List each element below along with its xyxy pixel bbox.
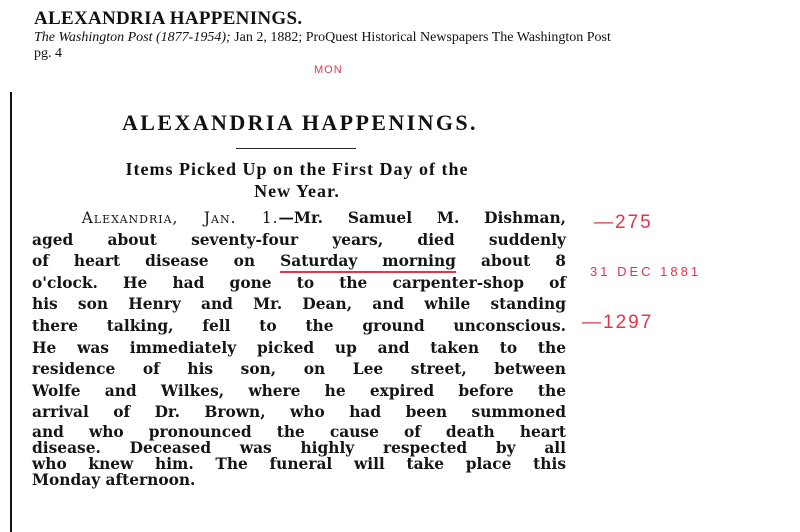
citation-page: pg. 4 (34, 46, 62, 61)
article-line-2: aged about seventy-four years, died suddenly (32, 230, 566, 249)
article-line-14: Monday afternoon. (32, 470, 196, 489)
column-rule (10, 92, 12, 532)
dateline: Alexandria, Jan. 1. (81, 209, 279, 227)
annotation-275: —275 (594, 212, 653, 233)
headline-divider (236, 148, 356, 149)
annotation-date: 31 DEC 1881 (590, 264, 702, 279)
line3-pre: of heart disease on (32, 252, 256, 271)
article-headline: ALEXANDRIA HAPPENINGS. (122, 110, 478, 135)
article-line-10: arrival of Dr. Brown, who had been summoned (32, 403, 566, 422)
article-body (32, 208, 566, 488)
line3-post: about 8 (480, 252, 567, 271)
annotation-1297: —1297 (582, 312, 654, 333)
citation-header (34, 8, 794, 62)
citation-source: The Washington Post (1877-1954); (34, 30, 231, 45)
citation-line (34, 30, 794, 46)
article-line-3 (32, 251, 566, 273)
subhead-line-1: Items Picked Up on the First Day of the (125, 159, 469, 179)
article-line-8: residence of his son, on Lee street, between (32, 360, 566, 379)
article-subhead (32, 158, 562, 202)
article-line-5: his son Henry and Mr. Dean, and while standing (32, 295, 566, 314)
article-line-7: He was immediately picked up and taken to the (32, 338, 566, 357)
article-line-11: and who pronounced the cause of death heart (32, 422, 566, 441)
subhead-line-2: New Year. (254, 181, 340, 201)
article-line-12: disease. Deceased was highly respected by all (32, 438, 566, 457)
article-line-13: who knew him. The funeral will take place this (32, 454, 566, 473)
underlined-phrase: Saturday morning (280, 252, 456, 273)
citation-title: ALEXANDRIA HAPPENINGS. (34, 8, 303, 29)
line1-rest: —Mr. Samuel M. Dishman, (278, 209, 567, 227)
annotation-weekday: MON (314, 64, 343, 76)
citation-details: Jan 2, 1882; ProQuest Historical Newspapers The Washington Post (234, 30, 611, 45)
article-line-1 (32, 208, 566, 230)
article-line-6: there talking, fell to the ground unconscious. (32, 316, 566, 335)
article-line-4: o'clock. He had gone to the carpenter-shop of (32, 273, 566, 292)
article-line-9: Wolfe and Wilkes, where he expired before the (32, 381, 566, 400)
